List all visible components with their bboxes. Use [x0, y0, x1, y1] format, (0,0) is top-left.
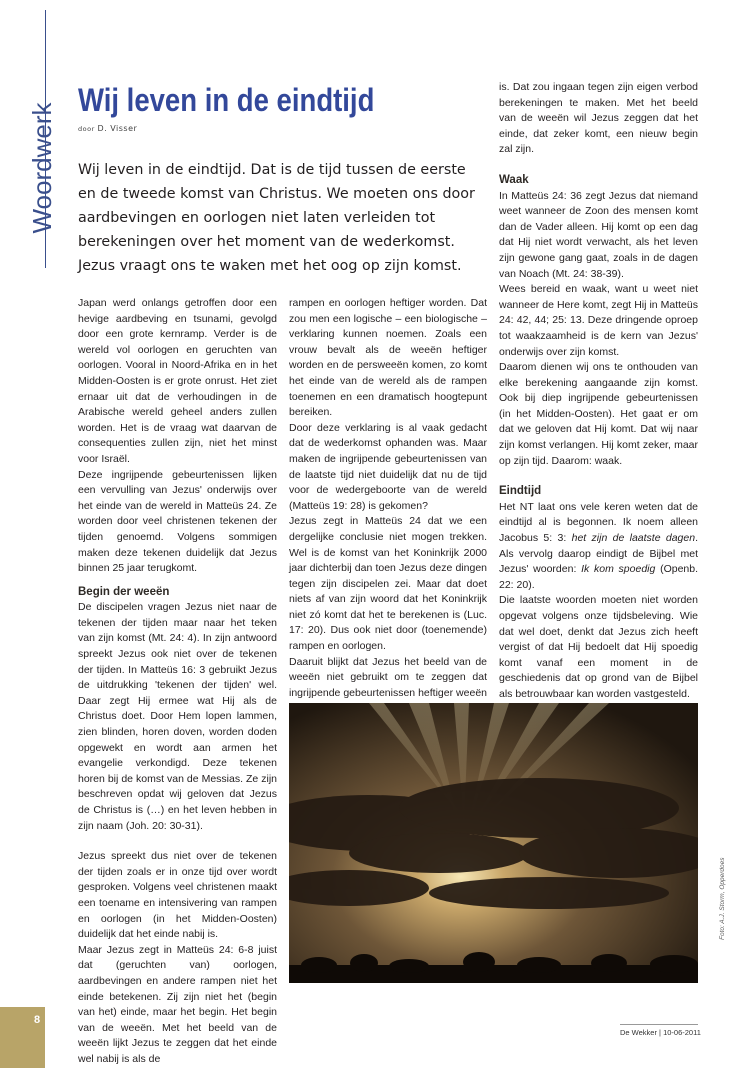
- paragraph: [499, 500, 698, 594]
- intro-paragraph: Wij leven in de eindtijd. Dat is de tijd tussen de eerste en de tweede komst van Christus. We moeten ons door aardbevingen en oorlogen niet laten verleiden tot berekeningen over het moment van de wederkomst. Jezus vraagt ons te waken met het oog op zijn komst.: [78, 162, 475, 274]
- footer-rule: [620, 1024, 698, 1025]
- paragraph: Jezus zegt in Matteüs 24 dat we een dergelijke conclusie niet mogen trekken. Wel is de komst van het Koninkrijk 2000 jaar dichterbij dan toen Jezus deze dingen tegen zijn discipelen zei. Maar dat doet niets af van zijn woord dat het Koninkrijk niet zó komt dat het te berekenen is (Luc. 17: 20). Dus ook niet door (toenemende) rampen en oorlogen.: [289, 515, 487, 653]
- page-number: 8: [34, 1014, 41, 1026]
- subheading-eindtijd: Eindtijd: [499, 485, 542, 498]
- sunset-clouds-photo: [289, 703, 698, 983]
- subheading-begin-der-weeen: Begin der weeën: [78, 585, 170, 598]
- paragraph: Door deze verklaring is al vaak gedacht dat de wederkomst ophanden was. Maar maken de ingrijpende gebeurtenissen van de laatste tijd niet duidelijk dat nu de tijd voor de wedergeboorte van de wereld (Matteüs 19: 28) is gekomen?: [289, 421, 487, 512]
- quote-emphasis: Ik kom spoedig: [581, 563, 656, 576]
- paragraph: Jezus spreekt dus niet over de tekenen der tijden zoals er in onze tijd over wordt gesproken. Volgens veel christenen maakt een toename en intensivering van rampen en oorlogen (in het Midden-Oosten) duidelijk dat het einde nabij is.: [78, 850, 277, 941]
- paragraph: rampen en oorlogen heftiger worden. Dat zou men een logische – een biologische – verklaring kunnen noemen. Zoals een vrouw bevalt als de weeën heftiger worden en de persweeën komen, zo komt het einde van de wereld als de rampen toenemen en een dramatisch hoogtepunt bereiken.: [289, 297, 487, 419]
- paragraph: Maar Jezus zegt in Matteüs 24: 6-8 juist dat (geruchten van) oorlogen, aardbevingen en andere rampen niet het einde betekenen. Zij zijn niet het (begin van het) einde, maar het begin. Het begin van de weeën. Met het beeld van de weeën lijkt Jezus te zeggen dat het einde wel nabij is als de: [78, 943, 277, 1065]
- byline-prefix: door: [78, 125, 95, 133]
- photo-credit: Foto: A.J. Storm, Opperdoes: [719, 857, 726, 940]
- text-run: . Als vervolg daarop eindigt de Bijbel met Jezus' woorden:: [499, 532, 698, 576]
- paragraph: Wees bereid en waak, want u weet niet wanneer de Here komt, zegt Hij in Matteüs 24: 42, 44; 25: 13. Deze dringende oproep tot waakzaamheid is de kern van Jezus' onderwijs over zijn komst.: [499, 283, 698, 358]
- paragraph: is. Dat zou ingaan tegen zijn eigen verbod berekeningen te maken. Met het beeld van de weeën wil Jezus zeggen dat het einde, dat zeker komt, een nieuw begin zal zijn.: [499, 81, 698, 156]
- paragraph: Japan werd onlangs getroffen door een hevige aardbeving en tsunami, gevolgd door een grote kernramp. Verder is de wereld vol oorlogen en geruchten van oorlogen. Vooral in Noord-Afrika en in het Midden-Oosten is er grote onrust. Het ziet ernaar uit dat de verhoudingen in de Arabische wereld geheel anders zullen worden. Het is de vraag wat daarvan de consequenties zullen zijn, niet het minst voor Israël.: [78, 297, 277, 465]
- article-title: Wij leven in de eindtijd: [78, 82, 375, 118]
- quote-emphasis: het zijn de laatste dagen: [571, 532, 696, 545]
- column-2: [289, 296, 487, 733]
- text-run: (Openb. 22: 20).: [499, 563, 699, 591]
- paragraph: De discipelen vragen Jezus niet naar de tekenen der tijden maar naar het teken van zijn komst (Mt. 24: 4). In zijn antwoord spreekt Jezus ook niet over de tekenen der tijden. In Matteüs 16: 3 gebruikt Jezus de uitdrukking 'tekenen der tijden' wel. Daar zegt Hij ermee wat Hij als de Christus doet. Door Hem lopen lammen, zien blinden, horen doven, worden doden opgewekt en wordt aan armen het evangelie verkondigd. Deze tekenen horen bij de komst van de Messias. Ze zijn beschreven opdat wij geloven dat Jezus de Christus is (…) en het leven hebben in zijn naam (Joh. 20: 30-31).: [78, 601, 277, 832]
- column-3: [499, 80, 698, 765]
- paragraph: Die laatste woorden moeten niet worden opgevat volgens onze tijdsbeleving. Wie dat wel doet, denkt dat Jezus zich heeft vergist of dat Hij bedoelt dat Hij spoedig komt vanaf een moment in de geschiedenis dat op grond van de Bijbel als betrouwbaar kan worden vastgesteld.: [499, 594, 698, 700]
- section-label: Woordwerk: [27, 102, 57, 234]
- text-run: Het NT laat ons vele keren weten dat de eindtijd al is begonnen. Ik noem alleen Jacobus 5: 3:: [499, 500, 698, 545]
- subheading-waak: Waak: [499, 173, 529, 186]
- byline: [78, 124, 137, 133]
- paragraph: Deze ingrijpende gebeurtenissen lijken een vervulling van Jezus' onderwijs over het einde van de wereld in Matteüs 24. Ze worden door veel christenen tekenen der tijden genoemd. Volgens sommigen maken deze tekenen duidelijk dat Jezus binnen 25 jaar terugkomt.: [78, 468, 277, 575]
- footer-publication: De Wekker | 10-06-2011: [620, 1028, 701, 1037]
- paragraph: Daarom dienen wij ons te onthouden van elke berekening aangaande zijn komst. Ook bij diep ingrijpende gebeurtenissen (in het Midden-Oosten). Het gaat er om dat we geloven dat Hij komt. Dat wij naar zijn komst verlangen. Hij komt zeker, maar op zijn tijd. Daarom: waak.: [499, 361, 698, 467]
- paragraph: Daaruit blijkt dat Jezus het beeld van de weeën niet gebruikt om te zeggen dat ingrijpende gebeurtenissen heftiger weeën: [289, 655, 487, 699]
- column-1: [78, 296, 277, 1068]
- byline-author: D. Visser: [97, 124, 138, 133]
- paragraph: In Matteüs 24: 36 zegt Jezus dat niemand weet wanneer de Zoon des mensen komt dan de Vader alleen. Hij komt op een dag dat Hij niet wordt verwacht, als het leven zijn gewone gang gaat, zoals in de dagen van Noach (Mt. 24: 38-39).: [499, 189, 698, 280]
